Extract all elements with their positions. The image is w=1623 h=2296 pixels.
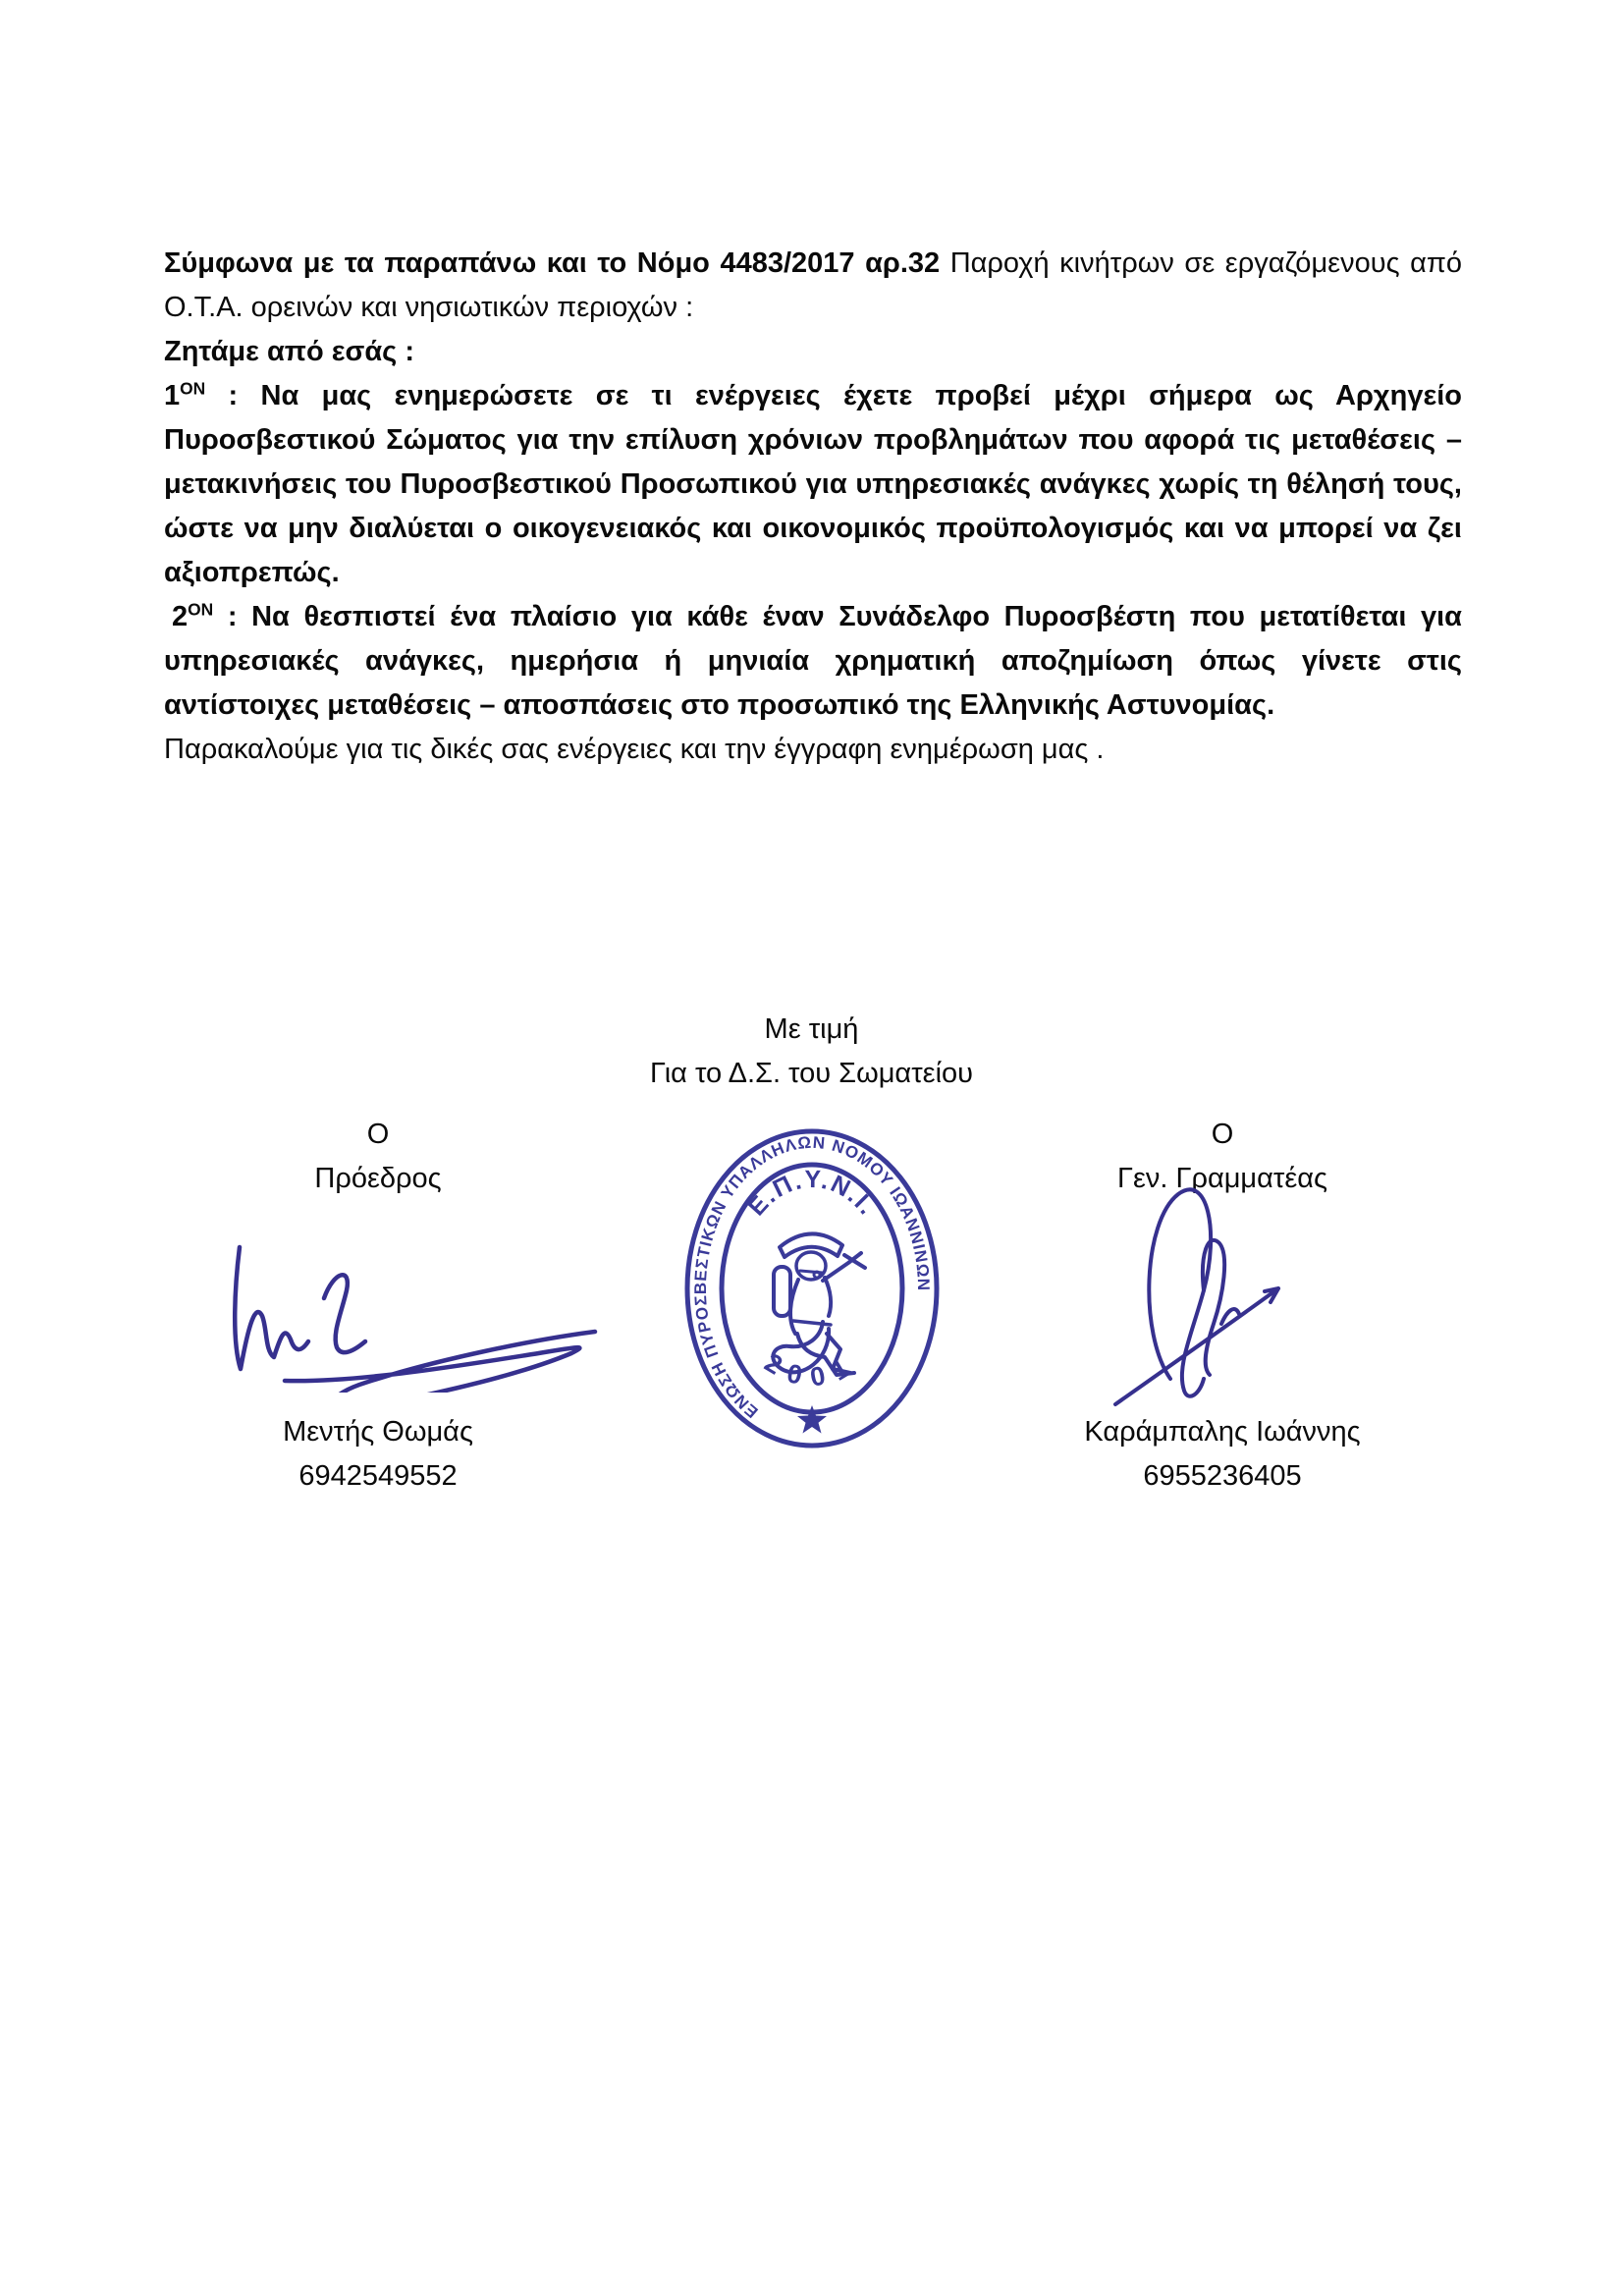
secretary-name: Καράμπαλης Ιωάννης: [1084, 1416, 1361, 1448]
secretary-article: Ο: [1211, 1119, 1234, 1150]
valediction-line-1: Με τιμή: [764, 1013, 859, 1045]
stamp-ring-text: ΕΝΩΣΗ ΠΥΡΟΣΒΕΣΤΙΚΩΝ ΥΠΑΛΛΗΛΩΝ ΝΟΜΟΥ ΙΩΑΝΝΙΝΩΝ: [690, 1132, 934, 1422]
secretary-signature-icon: [1106, 1175, 1331, 1420]
valediction-line-2: Για το Δ.Σ. του Σωματείου: [649, 1058, 974, 1089]
president-article: Ο: [366, 1119, 390, 1150]
president-phone: 6942549552: [298, 1460, 458, 1492]
item-1-number: 1: [164, 380, 181, 411]
closing-request: Παρακαλούμε για τις δικές σας ενέργειες και την έγγραφη ενημέρωση μας .: [164, 734, 1105, 765]
intro-paragraph: [164, 242, 1462, 330]
item-2-number: 2: [172, 601, 189, 632]
union-stamp-seal: [683, 1127, 941, 1451]
letter-body: [164, 242, 1462, 772]
secretary-title: Γεν. Γραμματέας: [1116, 1163, 1328, 1194]
item-1-paragraph: [164, 374, 1462, 595]
president-name: Μεντής Θωμάς: [283, 1416, 473, 1448]
item-2-paragraph: [164, 595, 1462, 728]
request-heading: Ζητάμε από εσάς :: [164, 336, 414, 367]
intro-bold-text: Σύμφωνα με τα παραπάνω και το Νόμο 4483/2017 αρ.32: [164, 247, 941, 279]
secretary-phone: 6955236405: [1143, 1460, 1302, 1492]
item-1-text: : Να μας ενημερώσετε σε τι ενέργειες έχετε προβεί μέχρι σήμερα ως Αρχηγείο Πυροσβεστικού Σώματος για την επίλυση χρόνιων προβλημάτων που αφορά τις μεταθέσεις – μετακινήσεις του Πυροσβεστικού Προσωπικού για υπηρεσιακές ανάγκες χωρίς τη θέλησή τους, ώστε να μην διαλύεται ο οικογενειακός και οικονομικός προϋπολογισμός και να μπορεί να ζει αξιοπρεπώς.: [164, 380, 1462, 588]
stamp-year-text: 2001: [759, 1347, 865, 1393]
item-1-ordinal-suffix: ΟΝ: [180, 378, 206, 399]
president-title: Πρόεδρος: [314, 1163, 442, 1194]
valediction-block: [0, 1008, 1623, 1096]
item-2-text: : Να θεσπιστεί ένα πλαίσιο για κάθε έναν Συνάδελφο Πυροσβέστη που μετατίθεται για υπηρεσιακές ανάγκες, ημερήσια ή μηνιαία χρηματική αποζημίωση όπως γίνετε στις αντίστοιχες μεταθέσεις – αποσπάσεις στο προσωπικό της Ελληνικής Αστυνομίας.: [164, 601, 1462, 721]
stamp-acronym-text: Ε.Π.Υ.Ν.Ι.: [742, 1166, 883, 1222]
president-signature-icon: [226, 1235, 619, 1393]
item-2-ordinal-suffix: ΟΝ: [188, 599, 214, 620]
intro-regular-text: Παροχή κινήτρων σε εργαζόμενους από Ο.Τ.Α. ορεινών και νησιωτικών περιοχών :: [164, 247, 1462, 323]
